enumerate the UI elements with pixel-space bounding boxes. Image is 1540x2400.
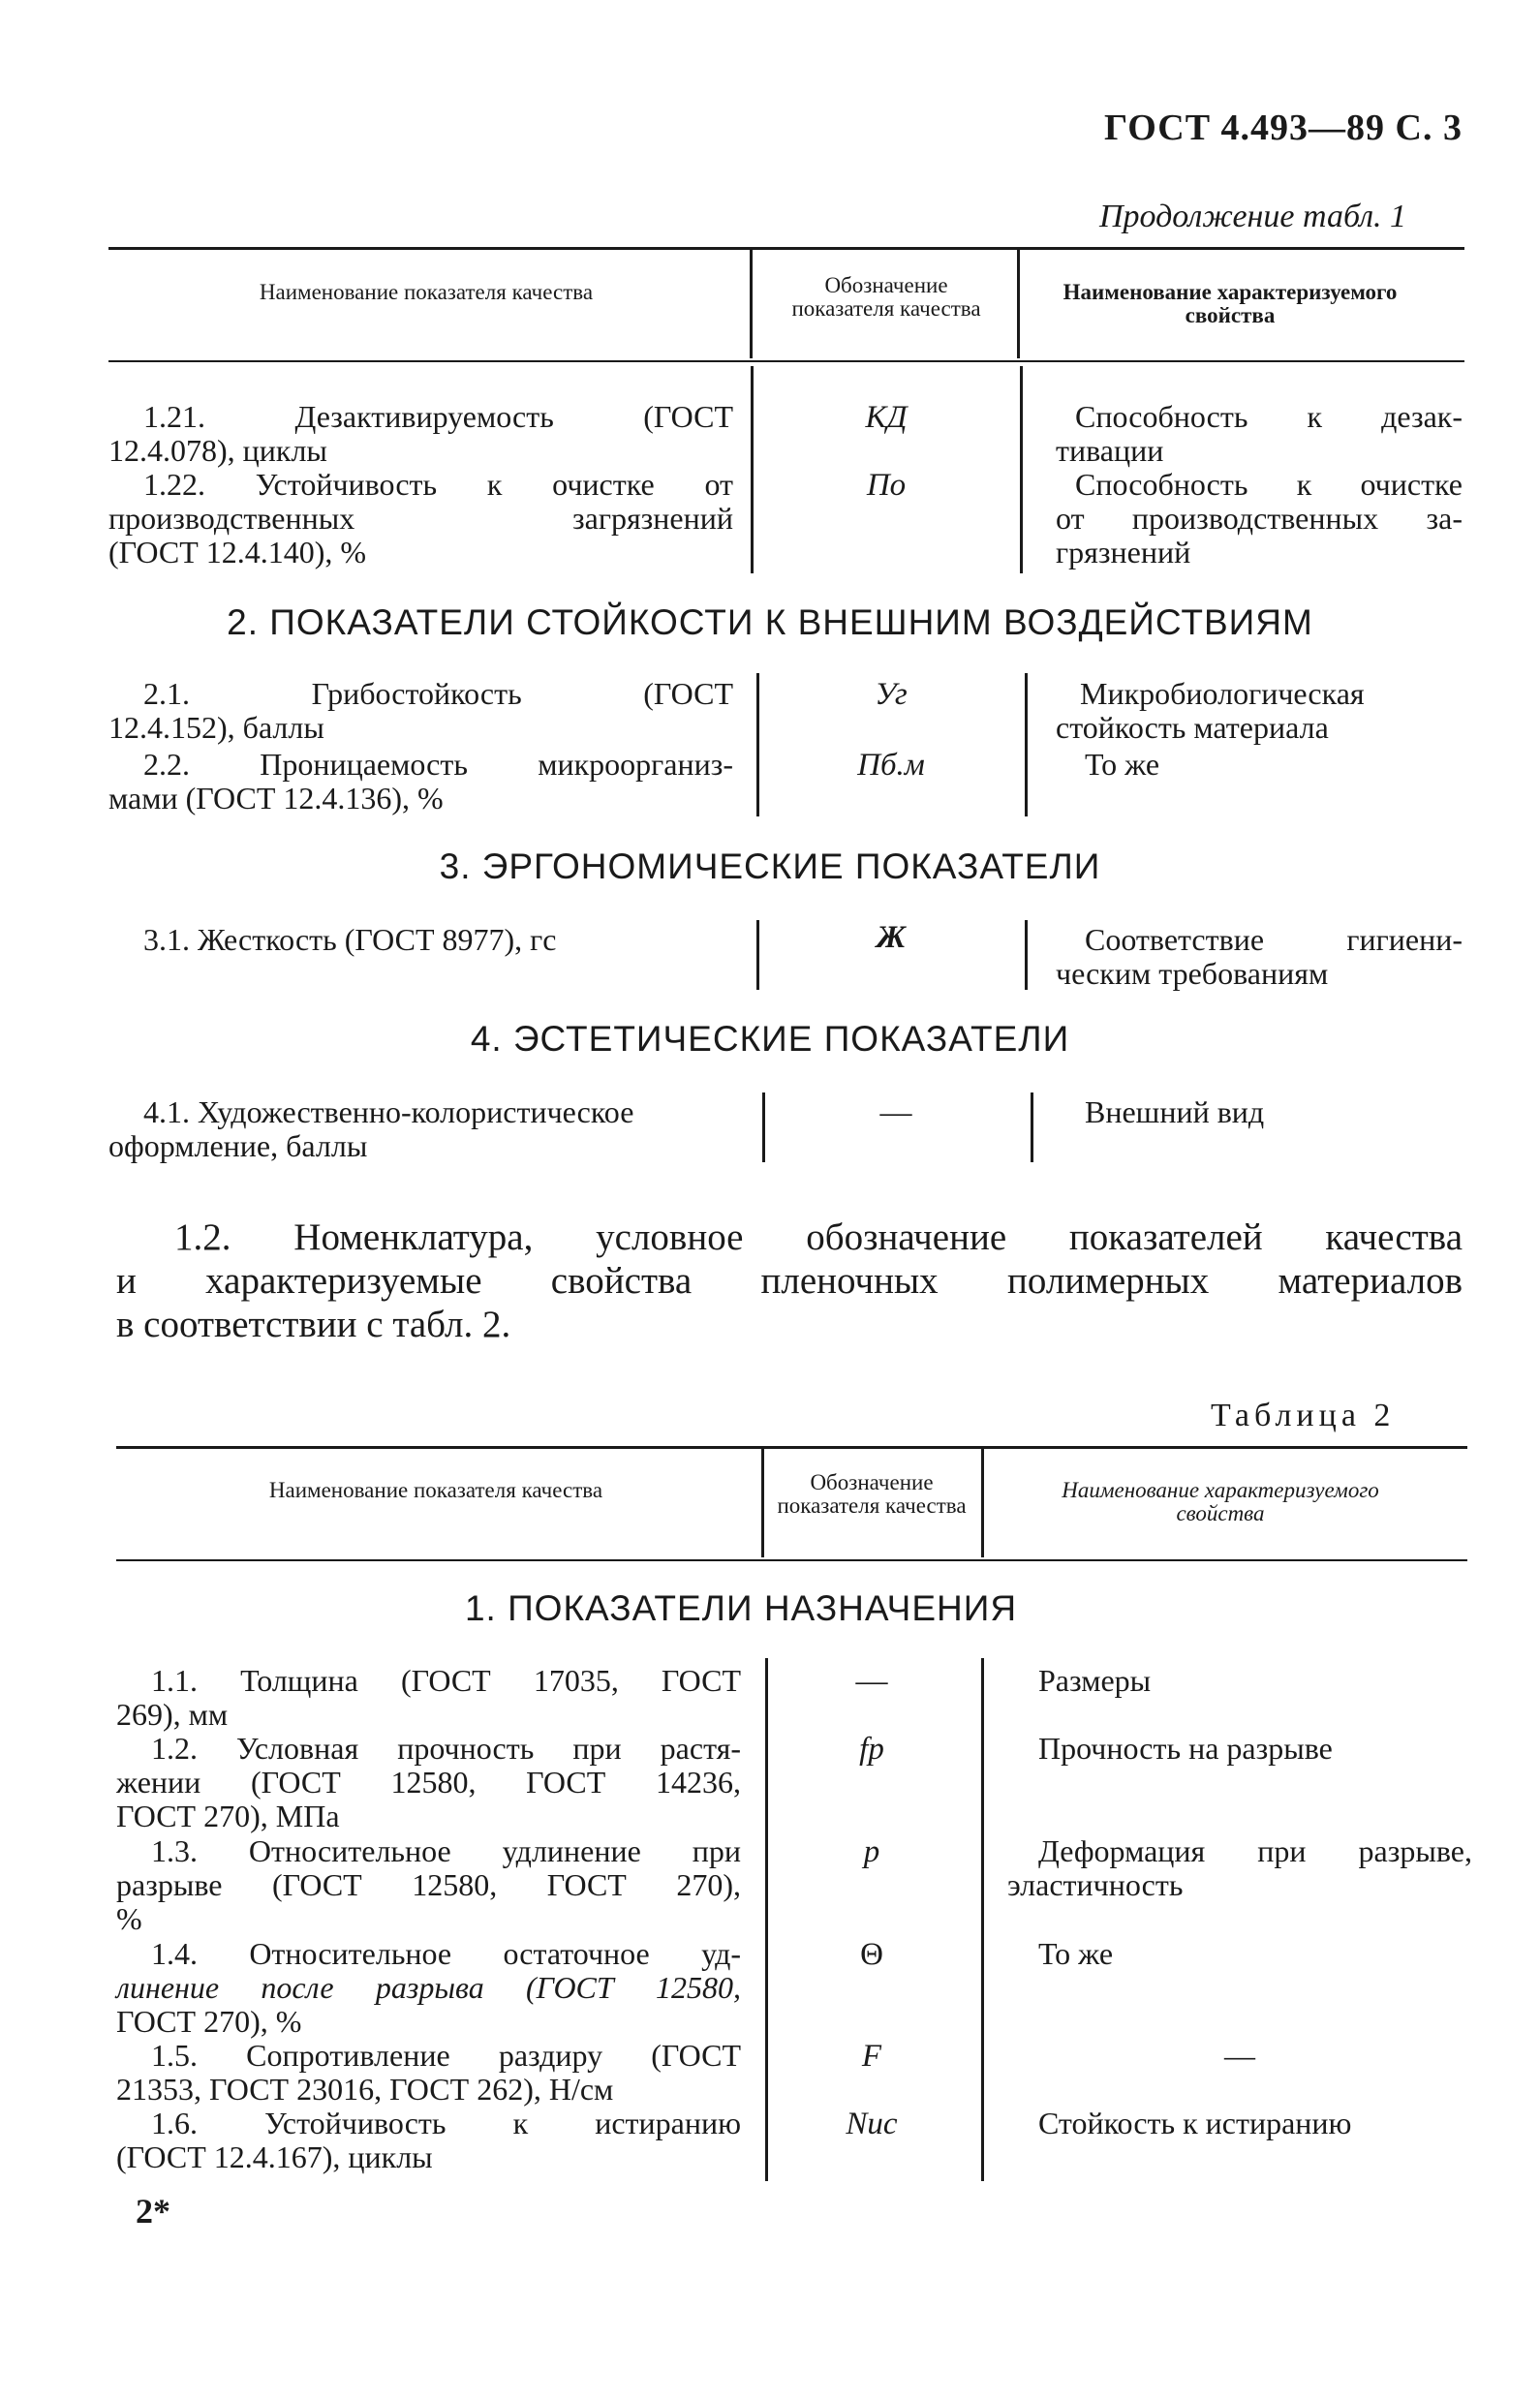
- row-symbol: —: [855, 1664, 888, 1699]
- signature-mark: 2*: [136, 2192, 170, 2231]
- row-property: Способность к дезак- тивации: [1056, 399, 1463, 468]
- table1-s4-divider-2: [1031, 1092, 1033, 1162]
- table-row: 1.1. Толщина (ГОСТ 17035, ГОСТ 269), мм: [116, 1663, 741, 1732]
- table1-top-rule: [108, 247, 1464, 250]
- table1-continuation-caption: Продолжение табл. 1: [1099, 199, 1407, 234]
- row-name-line: 12.4.078), циклы: [108, 433, 327, 468]
- section-title: 4. ЭСТЕТИЧЕСКИЕ ПОКАЗАТЕЛИ: [470, 1019, 1070, 1059]
- table-row: 2.2. Проницаемость микроорганиз- мами (ГОСТ 12.4.136), %: [108, 747, 733, 815]
- row-symbol: Ж: [876, 920, 907, 955]
- table-row: 2.1. Грибостойкость (ГОСТ 12.4.152), баллы: [108, 676, 733, 745]
- table-row: 3.1. Жесткость (ГОСТ 8977), гс: [143, 922, 557, 957]
- table-row: 1.22. Устойчивость к очистке от производственных загрязнений (ГОСТ 12.4.140), %: [108, 467, 733, 569]
- table1-body-divider-1: [751, 366, 754, 573]
- table2-header-symbol: Обозначение показателя качества: [777, 1470, 967, 1518]
- row-symbol: —: [879, 1095, 912, 1130]
- table1-col-divider-2: [1017, 250, 1020, 358]
- row-property: Деформация при разрыве, эластичность: [1007, 1833, 1472, 1902]
- table2-header-property: Наименование характеризуемого свойства: [1062, 1478, 1379, 1525]
- row-property: Прочность на разрыве: [1038, 1731, 1333, 1766]
- row-symbol: Уг: [875, 677, 908, 712]
- table1-s2-divider-1: [756, 673, 759, 816]
- row-symbol: Nис: [846, 2107, 898, 2141]
- table-row: 1.3. Относительное удлинение при разрыве (ГОСТ 12580, ГОСТ 270), %: [116, 1833, 741, 1936]
- row-name-line: 1.21. Дезактивируемость (ГОСТ: [143, 399, 733, 434]
- section-title: 3. ЭРГОНОМИЧЕСКИЕ ПОКАЗАТЕЛИ: [439, 846, 1101, 886]
- table1-s4-divider-1: [762, 1092, 765, 1162]
- table2-col-divider-1: [761, 1449, 764, 1557]
- table2-top-rule: [116, 1446, 1467, 1449]
- table1-s3-divider-2: [1025, 920, 1028, 990]
- table-row: 4.1. Художественно-колористическое оформление, баллы: [108, 1094, 634, 1163]
- row-symbol: По: [866, 468, 907, 503]
- row-property: Микробиологическая стойкость материала: [1056, 676, 1365, 745]
- row-symbol: Пб.м: [857, 748, 925, 783]
- table2-header-name: Наименование показателя качества: [268, 1478, 603, 1502]
- table2-col-divider-2: [981, 1449, 984, 1557]
- table-row: 1.2. Условная прочность при растя- жении (ГОСТ 12580, ГОСТ 14236, ГОСТ 270), МПа: [116, 1731, 741, 1833]
- table1-header-symbol: Обозначение показателя качества: [791, 273, 981, 321]
- section-title: 1. ПОКАЗАТЕЛИ НАЗНАЧЕНИЯ: [464, 1588, 1018, 1628]
- row-symbol: fр: [859, 1732, 884, 1767]
- table-row: 1.5. Сопротивление раздиру (ГОСТ 21353, ГОСТ 23016, ГОСТ 262), Н/см: [116, 2038, 741, 2107]
- row-property: Соответствие гигиени- ческим требованиям: [1056, 922, 1463, 991]
- row-property: Способность к очистке от производственных за- грязнений: [1056, 467, 1463, 569]
- table2-head-rule: [116, 1559, 1467, 1561]
- row-property: —: [1224, 2038, 1255, 2073]
- table-row: 1.4. Относительное остаточное уд- линение после разрыва (ГОСТ 12580, ГОСТ 270), %: [116, 1936, 741, 2039]
- row-property: То же: [1085, 747, 1160, 782]
- table-row: 1.6. Устойчивость к истиранию (ГОСТ 12.4.167), циклы: [116, 2106, 741, 2174]
- table2-caption: Таблица 2: [1211, 1398, 1396, 1433]
- table1-s2-divider-2: [1025, 673, 1028, 816]
- table1-head-rule: [108, 360, 1464, 362]
- section-title: 2. ПОКАЗАТЕЛИ СТОЙКОСТИ К ВНЕШНИМ ВОЗДЕЙСТВИЯМ: [227, 602, 1313, 642]
- row-property: Внешний вид: [1085, 1094, 1265, 1129]
- table-row: [108, 400, 733, 468]
- table2-body-divider-1: [765, 1658, 768, 2181]
- document-reference: ГОСТ 4.493—89 С. 3: [1104, 108, 1463, 148]
- table1-col-divider-1: [750, 250, 753, 358]
- row-symbol: КД: [865, 400, 908, 435]
- row-property: Размеры: [1038, 1663, 1152, 1698]
- table1-header-name: Наименование показателя качества: [259, 280, 594, 304]
- table2-body-divider-2: [981, 1658, 984, 2181]
- table1-s3-divider-1: [756, 920, 759, 990]
- row-symbol: Θ: [860, 1937, 883, 1972]
- row-property: То же: [1038, 1936, 1114, 1971]
- body-paragraph: 1.2. Номенклатура, условное обозначение показателей качества и характеризуемые свойства пленочных полимерных материалов в соответствии с табл. 2.: [116, 1216, 1463, 1345]
- row-symbol: F: [861, 2039, 882, 2074]
- table1-body-divider-2: [1020, 366, 1023, 573]
- table1-header-property: Наименование характеризуемого свойства: [1063, 280, 1398, 327]
- row-symbol: р: [863, 1834, 880, 1869]
- row-property: Стойкость к истиранию: [1038, 2106, 1352, 2140]
